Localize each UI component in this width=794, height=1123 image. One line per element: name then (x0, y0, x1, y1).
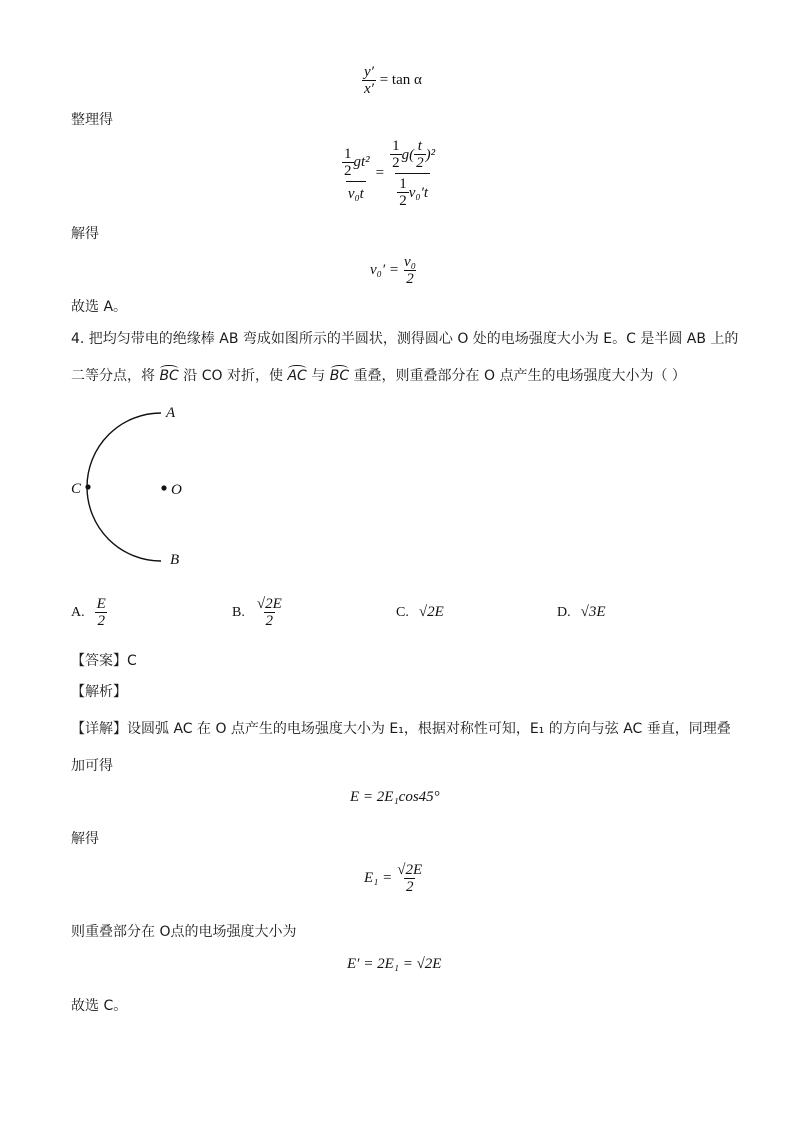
text-overlap: 则重叠部分在 O点的电场强度大小为 (71, 924, 297, 940)
option-b[interactable]: B. $\frac{√2E}{2}$ (232, 596, 282, 629)
option-d[interactable]: D. √3E (557, 604, 606, 620)
label-o: O (171, 482, 182, 498)
equation-e1: E₁ = $\frac{√2E}{2}$ (364, 862, 423, 895)
arc-bc-2: BC (329, 368, 350, 384)
label-b: B (170, 552, 180, 568)
label-c: C (71, 481, 82, 497)
arc-ac: AC (287, 368, 307, 384)
rhs-fraction: $\frac{1}{2}$ g( $\frac{t}{2}$ )² $\frac{1}{2}$ v₀′t (392, 138, 436, 209)
equals-sign: = (375, 165, 385, 181)
answer-label: 【答案】C (71, 653, 137, 669)
point-o (161, 485, 166, 490)
fraction-numerator: y′ (364, 64, 374, 80)
text-jiede-2: 解得 (71, 831, 99, 847)
equation-e-cos45: E = 2E₁cos45° (350, 789, 440, 805)
fraction-denominator: x′ (364, 81, 374, 97)
point-c (85, 484, 90, 489)
label-a: A (166, 405, 176, 421)
question-4-line2: 二等分点，将 BC 沿 CO 对折，使 AC 与 BC 重叠，则重叠部分在 O 点产生的电场强度大小为（ ） (71, 368, 686, 384)
text-jiede-1: 解得 (71, 226, 99, 242)
semicircle-arc (87, 413, 161, 561)
text-choose-a: 故选 A。 (71, 299, 128, 315)
gt-squared: gt² (353, 154, 370, 170)
lhs-fraction (340, 146, 372, 202)
half-den: 2 (344, 162, 352, 179)
analysis-label: 【解析】 (71, 684, 127, 700)
question-4-line1: 4. 把均匀带电的绝缘棒 AB 弯成如图所示的半圆状，测得圆心 O 处的电场强度大小为 E。C 是半圆 AB 上的 (71, 331, 739, 347)
v0t: v₀t (346, 181, 366, 202)
text-choose-c: 故选 C。 (71, 998, 128, 1014)
detail-line2: 加可得 (71, 758, 113, 774)
arc-bc: BC (159, 368, 179, 384)
text-zhengli: 整理得 (71, 112, 113, 128)
equation-e-prime: E′ = 2E₁ = √2E (347, 956, 442, 972)
fraction-y-over-x (362, 64, 376, 97)
half-num: 1 (344, 145, 352, 162)
equation-rhs: = tan α (379, 71, 422, 88)
equation-tan-alpha (362, 64, 422, 97)
option-a[interactable]: A. $\frac{E}{2}$ (71, 596, 106, 629)
equation-ratio (340, 138, 437, 209)
equation-v0-prime: v₀′ = $\frac{\text{v₀}}{2}$ (370, 254, 416, 287)
semicircle-figure (60, 398, 200, 578)
option-c[interactable]: C. √2E (396, 604, 444, 620)
detail-line1: 【详解】设圆弧 AC 在 O 点产生的电场强度大小为 E₁，根据对称性可知，E₁ 的方向与弦 AC 垂直，同理叠 (71, 721, 731, 737)
